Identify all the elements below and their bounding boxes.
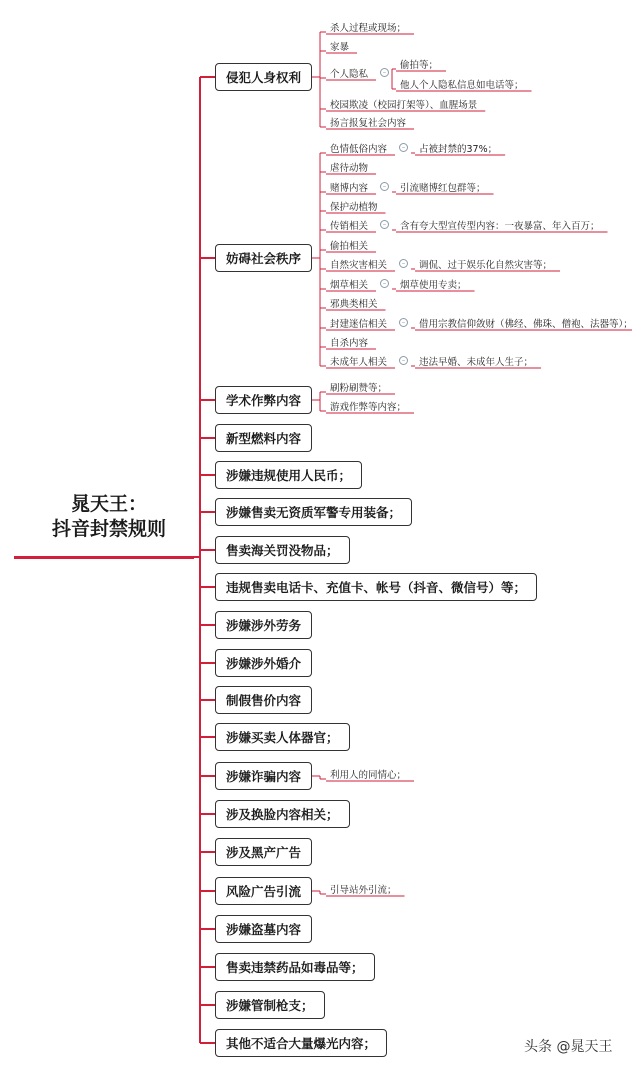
leaf-item[interactable]: 自杀内容 — [330, 338, 369, 349]
collapse-toggle-icon[interactable]: – — [380, 68, 389, 77]
category-node[interactable]: 其他不适合大量爆光内容； — [215, 1029, 387, 1057]
category-node[interactable]: 风险广告引流 — [215, 877, 312, 905]
root-underline — [14, 556, 194, 559]
leaf-item[interactable]: 家暴 — [330, 42, 350, 53]
collapse-toggle-icon[interactable]: – — [399, 318, 408, 327]
leaf-item[interactable]: 引导站外引流； — [330, 885, 397, 896]
sub-leaf-item[interactable]: 引流赌博红包群等； — [400, 183, 486, 194]
root-title-line1: 晁天王： — [70, 493, 147, 515]
leaf-item[interactable]: 杀人过程或现场； — [330, 23, 407, 34]
category-node[interactable]: 涉嫌盗墓内容 — [215, 915, 312, 943]
root-title-line2: 抖音封禁规则 — [51, 518, 166, 540]
category-node[interactable]: 涉嫌涉外婚介 — [215, 649, 312, 677]
leaf-item[interactable]: 扬言报复社会内容 — [330, 118, 407, 129]
leaf-item[interactable]: 未成年人相关 — [330, 357, 388, 368]
leaf-item[interactable]: 偷拍相关 — [330, 241, 369, 252]
sub-leaf-item[interactable]: 烟草使用专卖； — [400, 280, 467, 291]
leaf-item[interactable]: 自然灾害相关 — [330, 260, 388, 271]
sub-leaf-item[interactable]: 借用宗教信仰敛财（佛经、佛珠、僧袍、法器等）； — [419, 319, 633, 330]
leaf-item[interactable]: 利用人的同情心； — [330, 770, 407, 781]
leaf-item[interactable]: 邪典类相关 — [330, 299, 378, 310]
category-node[interactable]: 侵犯人身权利 — [215, 63, 312, 91]
collapse-toggle-icon[interactable]: – — [380, 220, 389, 229]
leaf-item[interactable]: 烟草相关 — [330, 280, 369, 291]
sub-leaf-item[interactable]: 占被封禁的37%； — [419, 144, 498, 155]
sub-leaf-item[interactable]: 违法早婚、未成年人生子； — [419, 357, 534, 368]
leaf-item[interactable]: 传销相关 — [330, 221, 369, 232]
sub-leaf-item[interactable]: 他人个人隐私信息如电话等； — [400, 80, 524, 91]
leaf-item[interactable]: 封建迷信相关 — [330, 319, 388, 330]
category-node[interactable]: 涉嫌涉外劳务 — [215, 611, 312, 639]
collapse-toggle-icon[interactable]: – — [380, 279, 389, 288]
leaf-item[interactable]: 赌博内容 — [330, 183, 369, 194]
leaf-item[interactable]: 游戏作弊等内容； — [330, 402, 407, 413]
category-node[interactable]: 涉嫌违规使用人民币； — [215, 461, 362, 489]
sub-leaf-item[interactable]: 含有夸大型宣传型内容：一夜暴富、年入百万； — [400, 221, 600, 232]
category-node[interactable]: 涉嫌诈骗内容 — [215, 762, 312, 790]
leaf-item[interactable]: 个人隐私 — [330, 69, 369, 80]
sub-leaf-item[interactable]: 偷拍等； — [400, 60, 439, 71]
category-node[interactable]: 制假售价内容 — [215, 686, 312, 714]
sub-leaf-item[interactable]: 调侃、过于娱乐化自然灾害等； — [419, 260, 553, 271]
leaf-item[interactable]: 保护动植物 — [330, 202, 378, 213]
category-node[interactable]: 涉嫌买卖人体器官； — [215, 723, 350, 751]
collapse-toggle-icon[interactable]: – — [399, 356, 408, 365]
leaf-item[interactable]: 校园欺凌（校园打架等）、血腥场景 — [330, 100, 478, 111]
category-node[interactable]: 涉及换脸内容相关； — [215, 800, 350, 828]
category-node[interactable]: 学术作弊内容 — [215, 386, 312, 414]
category-node[interactable]: 售卖海关罚没物品； — [215, 536, 350, 564]
category-node[interactable]: 涉及黑产广告 — [215, 838, 312, 866]
category-node[interactable]: 新型燃料内容 — [215, 424, 312, 452]
category-node[interactable]: 售卖违禁药品如毒品等； — [215, 953, 375, 981]
category-node[interactable]: 妨碍社会秩序 — [215, 244, 312, 272]
collapse-toggle-icon[interactable]: – — [399, 143, 408, 152]
category-node[interactable]: 违规售卖电话卡、充值卡、帐号（抖音、微信号）等； — [215, 573, 537, 601]
category-node[interactable]: 涉嫌售卖无资质军警专用装备； — [215, 498, 412, 526]
leaf-item[interactable]: 虐待动物 — [330, 163, 369, 174]
leaf-item[interactable]: 刷粉刷赞等； — [330, 383, 388, 394]
watermark: 头条 @晁天王 — [524, 1039, 613, 1055]
collapse-toggle-icon[interactable]: – — [380, 182, 389, 191]
root-title — [14, 492, 204, 542]
category-node[interactable]: 涉嫌管制枪支； — [215, 991, 325, 1019]
collapse-toggle-icon[interactable]: – — [399, 259, 408, 268]
leaf-item[interactable]: 色情低俗内容 — [330, 144, 388, 155]
